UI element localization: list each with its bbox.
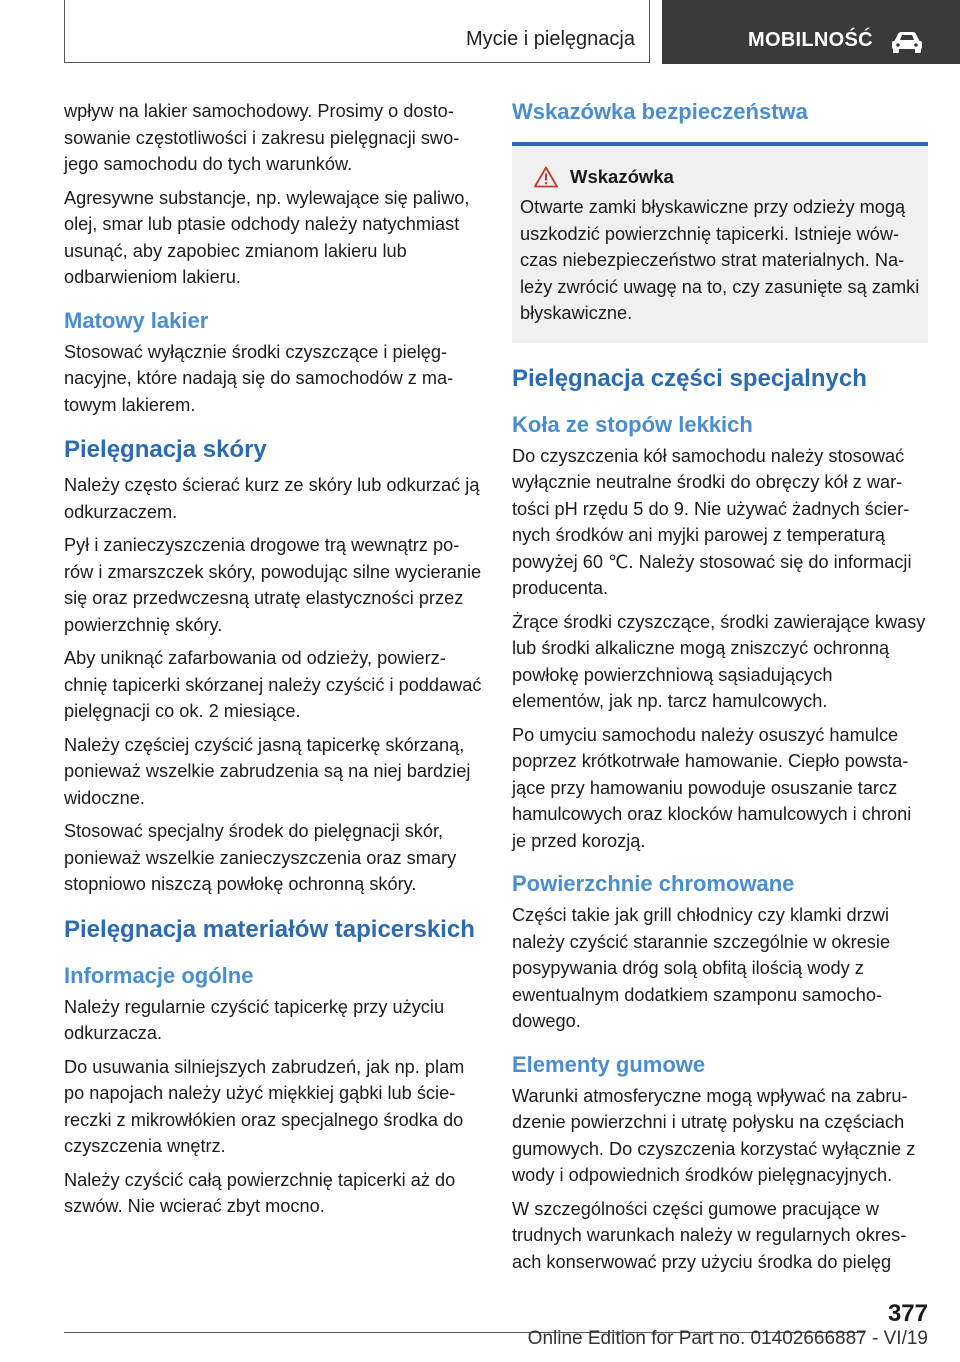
paragraph: Należy czyścić całą powierzchnię tapicerki aż do szwów. Nie wcierać zbyt mocno.	[64, 1169, 456, 1216]
heading-alloy-wheels: Koła ze stopów lekkich	[512, 411, 753, 437]
page-header	[0, 0, 960, 66]
paragraph: Należy regularnie czyścić tapicerkę przy użyciu odkurzacza.	[64, 996, 445, 1043]
paragraph: Stosować wyłącznie środki czyszczące i pielęgnacyjne, które nadają się do samochodów z matowym lakierem.	[64, 341, 454, 415]
heading-general-info: Informacje ogólne	[64, 962, 254, 988]
warning-text: Otwarte zamki błyskawiczne przy odzieży mogą uszkodzić powierzchnię tapicerki. Istnieje wówczas niebezpieczeństwo strat materialnych. Należy zwrócić uwagę na to, czy zasunięte są zamki błyskawiczne.	[520, 197, 920, 323]
right-column	[512, 98, 928, 1282]
paragraph: Należy częściej czyścić jasną tapicerkę skórzaną, ponieważ wszelkie zabrudzenia są na niej bardziej widoczne.	[64, 734, 471, 808]
paragraph: Po umyciu samochodu należy osuszyć hamulce poprzez krótkotrwałe hamowanie. Ciepło powstające przy hamowaniu powoduje osuszanie tarcz hamulcowych oraz klocków hamulcowych i chroni je przed korozją.	[512, 724, 912, 851]
heading-rubber-parts: Elementy gumowe	[512, 1051, 706, 1077]
paragraph: Pył i zanieczyszczenia drogowe trą wewnątrz porów i zmarszczek skóry, powodując silne wycieranie się oraz przedwczesną utratę elastyczności przez powierzchnię skóry.	[64, 535, 482, 635]
edition-info: Online Edition for Part no. 01402666887 - VI/19	[527, 1328, 928, 1349]
paragraph: Żrące środki czyszczące, środki zawierające kwasy lub środki alkaliczne mogą zniszczyć ochronną powłokę powierzchniową sąsiadujących elementów, jak np. tarcz hamulcowych.	[512, 611, 926, 711]
section-title: Mycie i pielęgnacja	[466, 28, 635, 50]
page-number: 377	[887, 1300, 928, 1327]
paragraph: Warunki atmosferyczne mogą wpływać na zabrudzenie powierzchni i utratę połysku na częściach gumowych. Do czyszczenia korzystać wyłącznie z wody i odpowiednich środków pielęgnacyjnych.	[512, 1085, 916, 1185]
heading-leather-care: Pielęgnacja skóry	[64, 436, 267, 463]
paragraph: Stosować specjalny środek do pielęgnacji skór, ponieważ wszelkie zanieczyszczenia oraz smary stopniowo niszczą powłokę ochronną skóry.	[64, 821, 457, 894]
paragraph: Agresywne substancje, np. wylewające się paliwo, olej, smar lub ptasie odchody należy natychmiast usunąć, aby zapobiec zmianom lakieru lub odbarwieniom lakieru.	[64, 187, 470, 287]
warning-box	[512, 142, 928, 343]
header-category-box	[662, 0, 960, 64]
left-column	[64, 98, 482, 1227]
heading-chrome-surfaces: Powierzchnie chromowane	[512, 871, 795, 896]
heading-special-parts-care: Pielęgnacja części specjalnych	[512, 364, 867, 392]
paragraph: W szczególności części gumowe pracujące w trudnych warunkach należy w regularnych okresach konserwować przy użyciu środka do pielęg	[512, 1198, 907, 1272]
category-title: MOBILNOŚĆ	[748, 29, 873, 51]
heading-upholstery-care: Pielęgnacja materiałów tapicerskich	[64, 915, 475, 943]
warning-triangle-icon	[534, 166, 558, 188]
warning-title: Wskazówka	[570, 166, 674, 187]
warning-header	[520, 166, 920, 188]
paragraph: Należy często ścierać kurz ze skóry lub odkurzać ją odkurzaczem.	[64, 475, 480, 522]
paragraph: Aby uniknąć zafarbowania od odzieży, powierzchnię tapicerki skórzanej należy czyścić i poddawać pielęgnacji co ok. 2 miesiące.	[64, 648, 482, 721]
header-section-box	[64, 0, 650, 63]
heading-safety-note: Wskazówka bezpieczeństwa	[512, 99, 808, 124]
paragraph: Do usuwania silniejszych zabrudzeń, jak np. plam po napojach należy użyć miękkiej gąbki lub ściereczki z mikrowłókien oraz specjalnego środka do czyszczenia wnętrz.	[64, 1056, 465, 1156]
heading-matte-paint: Matowy lakier	[64, 307, 209, 333]
car-icon	[890, 30, 924, 54]
paragraph: Do czyszczenia kół samochodu należy stosować wyłącznie neutralne środki do obręczy kół z wartości pH rzędu 5 do 9. Nie używać żadnych ściernych środków ani myjki parowej z temperaturą powyżej 60 ℃. Należy stosować się do informacji producenta.	[512, 445, 912, 598]
paragraph: Części takie jak grill chłodnicy czy klamki drzwi należy czyścić starannie szczególnie w okresie posypywania dróg solą obfitą ilością wody z ewentualnym dodatkiem szamponu samochodowego.	[512, 905, 891, 1031]
paragraph: wpływ na lakier samochodowy. Prosimy o dostosowanie częstotliwości i zakresu pielęgnacji swojego samochodu do tych warunków.	[64, 101, 460, 174]
